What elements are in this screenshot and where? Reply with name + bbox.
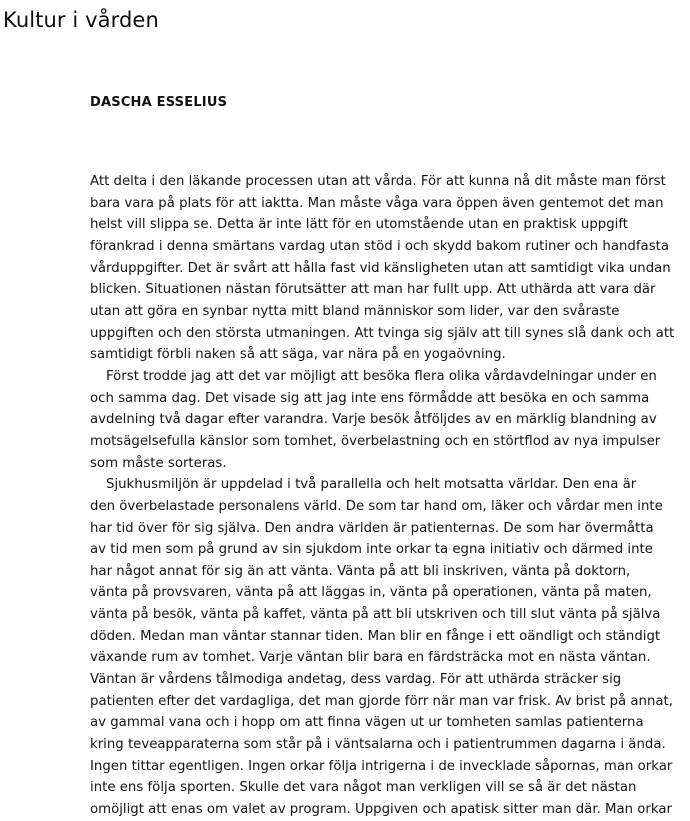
paragraph-start-line: Först trodde jag att det var möjligt att besöka flera olika vårdavdelningar under en	[106, 368, 657, 384]
body-line: uppgiften och den största utmaningen. Att tvinga sig själv att till synes slå dank och att	[90, 325, 675, 341]
body-line: patienten efter det vardagliga, det man gjorde förr när man var frisk. Av brist på annat,	[90, 693, 673, 709]
body-line: motsägelsefulla känslor som tomhet, överbelastning och en störtflod av nya impulser	[90, 433, 661, 449]
body-line: inte ens följa sporten. Skulle det vara något man verkligen vill se så är det nästan	[90, 780, 637, 796]
body-line: kring teveapparaterna som står på i väntsalarna och i patientrummen dagarna i ända.	[90, 737, 666, 753]
body-line: samtidigt förbli naken så att säga, var nära på en yogaövning.	[90, 347, 506, 363]
body-line: vänta på besök, vänta på kaffet, vänta på att bli utskriven och till slut vänta på själva	[90, 607, 661, 623]
body-line: har något annat för sig än att vänta. Vänta på att bli inskriven, vänta på doktorn,	[90, 563, 631, 579]
section-title: Kultur i vården	[3, 8, 159, 32]
body-line: växande rum av tomhet. Varje väntan blir bara en färdsträcka mot en nästa väntan.	[90, 650, 651, 666]
body-line: av tid men som på grund av sin sjukdom inte orkar ta egna initiativ och därmed inte	[90, 542, 653, 558]
body-line: av gammal vana och i hopp om att finna vägen ut ur tomheten samlas patienterna	[90, 715, 644, 731]
body-line: döden. Medan man väntar stannar tiden. Man blir en fånge i ett oändligt och ständigt	[90, 628, 661, 644]
body-line: och samma dag. Det visade sig att jag inte ens förmådde att besöka en och samma	[90, 390, 650, 406]
body-line: omöjligt att enas om valet av program. Uppgiven och apatisk sitter man där. Man orkar	[90, 802, 672, 818]
body-line: blicken. Situationen nästan förutsätter att man har fullt upp. Att uthärda att vara där	[90, 282, 656, 298]
body-line: vänta på provsvaren, vänta på att läggas in, vänta på operationen, vänta på maten,	[90, 585, 652, 601]
body-line: avdelning två dagar efter varandra. Varje besök åtföljdes av en märklig blandning av	[90, 412, 657, 428]
body-line: som måste sorteras.	[90, 455, 227, 471]
body-line: har tid över för sig själva. Den andra världen är patienternas. De som har övermåtta	[90, 520, 654, 536]
body-line: Ingen tittar egentligen. Ingen orkar följa intrigerna i de invecklade såpornas, man orkar	[90, 758, 673, 774]
body-line: Att delta i den läkande processen utan att vårda. För att kunna nå dit måste man först	[90, 174, 666, 189]
body-line: vårduppgifter. Det är svårt att hålla fast vid känsligheten utan att samtidigt vika undan	[90, 260, 671, 276]
body-line: bara vara på plats för att iaktta. Man måste våga vara öppen även gentemot det man	[90, 195, 664, 211]
body-line: förankrad i denna smärtans vardag utan stöd i och skydd bakom rutiner och handfasta	[90, 238, 669, 254]
paragraph-start-line: Sjukhusmiljön är uppdelad i två parallella och helt motsatta världar. Den ena är	[106, 477, 637, 493]
body-line: utan att göra en synbar nytta mitt bland människor som lider, var den svåraste	[90, 303, 620, 319]
article-body	[90, 171, 675, 821]
body-line: Väntan är vårdens tålmodiga andetag, dess vardag. För att uthärda sträcker sig	[90, 672, 622, 688]
body-line: den överbelastade personalens värld. De som tar hand om, läker och vårdar men inte	[90, 498, 663, 514]
author-name: DASCHA ESSELIUS	[90, 95, 228, 110]
body-line: helst vill slippa se. Detta är inte lätt för en utomstående utan en praktisk uppgift	[90, 217, 629, 233]
